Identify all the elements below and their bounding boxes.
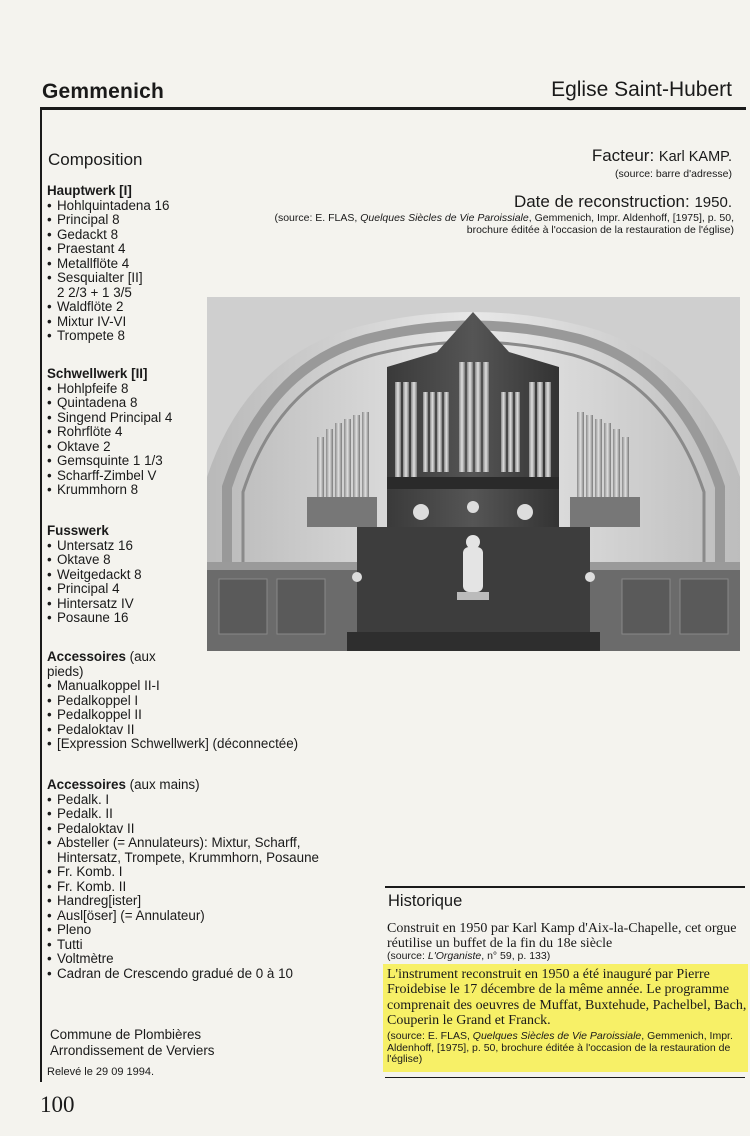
- section-heading: Fusswerk: [47, 523, 109, 538]
- section-heading: [47, 650, 298, 665]
- section-hauptwerk: [47, 184, 169, 344]
- releve-date: Relevé le 29 09 1994.: [47, 1066, 155, 1078]
- source-title: Quelques Siècles de Vie Paroissiale: [360, 212, 529, 224]
- stop-item: • Hohlpfeife 8: [47, 382, 172, 397]
- stop-item: [47, 271, 169, 300]
- stop-item: • Waldflöte 2: [47, 300, 169, 315]
- stop-item: • Pedalk. I: [47, 793, 319, 808]
- stop-item: • Pedalk. II: [47, 807, 319, 822]
- stop-item: • Rohrflöte 4: [47, 425, 172, 440]
- stop-item: • Fr. Komb. I: [47, 865, 319, 880]
- stop-item: • Scharff-Zimbel V: [47, 469, 172, 484]
- historique-rule: [385, 886, 745, 888]
- section-fusswerk: [47, 524, 142, 626]
- stop-item: [47, 836, 319, 865]
- source-text: (source: E. FLAS,: [274, 212, 361, 224]
- date-source: [274, 212, 734, 236]
- stop-item: • Manualkoppel II-I: [47, 679, 298, 694]
- facteur-source: (source: barre d'adresse): [615, 168, 732, 180]
- stop-item: • Fr. Komb. II: [47, 880, 319, 895]
- section-heading: [47, 778, 319, 793]
- stop-item: • Principal 8: [47, 213, 169, 228]
- section-heading-rest: (aux: [125, 649, 156, 664]
- section-heading: Schwellwerk [II]: [47, 366, 148, 381]
- date-value: 1950.: [694, 194, 732, 211]
- commune-name: Commune de Plombières: [50, 1027, 202, 1042]
- commune-block: [50, 1027, 214, 1059]
- source-text: , Gemmenich, Impr. Aldenhoff, [1975], p. 50, brochure éditée à l'occasion de la restauration de l'église): [466, 212, 734, 236]
- section-heading-bold: Accessoires: [47, 649, 126, 664]
- stop-item: • Weitgedackt 8: [47, 568, 142, 583]
- stop-item: • Oktave 8: [47, 553, 142, 568]
- town-title: Gemmenich: [42, 80, 165, 103]
- source-title: Quelques Siècles de Vie Paroissiale: [472, 1030, 642, 1042]
- source-text: , Gemmenich, Impr. Aldenhoff, [1975], p. 50, brochure éditée à l'occasion de la restauration de l'église): [387, 1030, 733, 1065]
- source-title: L'Organiste: [427, 950, 482, 962]
- stop-continuation: Hintersatz, Trompete, Krummhorn, Posaune: [57, 849, 319, 865]
- organ-illustration: [207, 297, 740, 651]
- source-text: (source: E. FLAS,: [387, 1030, 473, 1042]
- stop-item: • Hohlquintadena 16: [47, 199, 169, 214]
- stop-item: • Trompete 8: [47, 329, 169, 344]
- date-label: Date de reconstruction:: [513, 192, 690, 211]
- header-rule: [40, 107, 746, 110]
- stop-item: • Pedaloktav II: [47, 723, 298, 738]
- section-accessoires-pieds: [47, 650, 298, 752]
- stop-item: • Pedalkoppel II: [47, 708, 298, 723]
- section-accessoires-mains: [47, 778, 319, 981]
- stop-item: • Principal 4: [47, 582, 142, 597]
- organ-photo: [207, 297, 740, 651]
- stop-item: • Mixtur IV-VI: [47, 315, 169, 330]
- left-margin-rule: [40, 110, 42, 1082]
- stop-item: • Praestant 4: [47, 242, 169, 257]
- stop-label: Absteller (= Annulateurs): Mixtur, Scharff,: [57, 835, 301, 850]
- historique-source-2: [387, 1031, 747, 1066]
- stop-item: • Singend Principal 4: [47, 411, 172, 426]
- facteur-value: Karl KAMP.: [658, 149, 732, 165]
- stop-item: • Handreg[ister]: [47, 894, 319, 909]
- historique-source-1: [387, 950, 550, 962]
- page-number: 100: [40, 1092, 75, 1117]
- stop-item: • Voltmètre: [47, 952, 319, 967]
- arrondissement-name: Arrondissement de Verviers: [50, 1043, 215, 1058]
- historique-title: Historique: [388, 892, 463, 910]
- stop-item: • Ausl[öser] (= Annulateur): [47, 909, 319, 924]
- stop-item: • Hintersatz IV: [47, 597, 142, 612]
- stop-item: • Gemsquinte 1 1/3: [47, 454, 172, 469]
- stop-item: • Gedackt 8: [47, 228, 169, 243]
- stop-item: • Metallflöte 4: [47, 257, 169, 272]
- stop-item: • Quintadena 8: [47, 396, 172, 411]
- stop-item: • Posaune 16: [47, 611, 142, 626]
- stop-item: • Oktave 2: [47, 440, 172, 455]
- stop-item: • Tutti: [47, 938, 319, 953]
- stop-item: • Pedaloktav II: [47, 822, 319, 837]
- stop-item: • Pedalkoppel I: [47, 694, 298, 709]
- section-heading-bold: Accessoires: [47, 777, 126, 792]
- section-schwellwerk: [47, 367, 172, 498]
- stop-item: • Untersatz 16: [47, 539, 142, 554]
- source-text: , n° 59, p. 133): [481, 950, 551, 962]
- section-heading-rest: (aux mains): [125, 777, 200, 792]
- composition-title: Composition: [48, 150, 143, 169]
- section-heading: Hauptwerk [I]: [47, 183, 132, 198]
- facteur-label: Facteur:: [591, 146, 655, 165]
- stop-item: • Pleno: [47, 923, 319, 938]
- stop-continuation: 2 2/3 + 1 3/5: [57, 284, 132, 300]
- facteur-line: [592, 146, 732, 166]
- date-line: [514, 192, 732, 212]
- historique-paragraph-1: Construit en 1950 par Karl Kamp d'Aix-la-Chapelle, cet orgue réutilise un buffet de la fin du 18e siècle: [387, 921, 737, 951]
- stop-item: • Krummhorn 8: [47, 483, 172, 498]
- source-text: (source:: [387, 950, 428, 962]
- stop-item: • Cadran de Crescendo gradué de 0 à 10: [47, 967, 319, 982]
- historique-paragraph-2: L'instrument reconstruit en 1950 a été inauguré par Pierre Froidebise le 17 décembre de la même année. Le programme comprenait des oeuvres de Muffat, Buxtehude, Pachelbel, Bach, Couperin le Grand et Franck.: [387, 967, 747, 1028]
- historique-bottom-rule: [385, 1077, 745, 1078]
- stop-item: • [Expression Schwellwerk] (déconnectée): [47, 737, 298, 752]
- stop-label: Sesquialter [II]: [57, 270, 143, 285]
- church-title: Eglise Saint-Hubert: [551, 78, 732, 101]
- section-heading-line2: pieds): [47, 663, 84, 679]
